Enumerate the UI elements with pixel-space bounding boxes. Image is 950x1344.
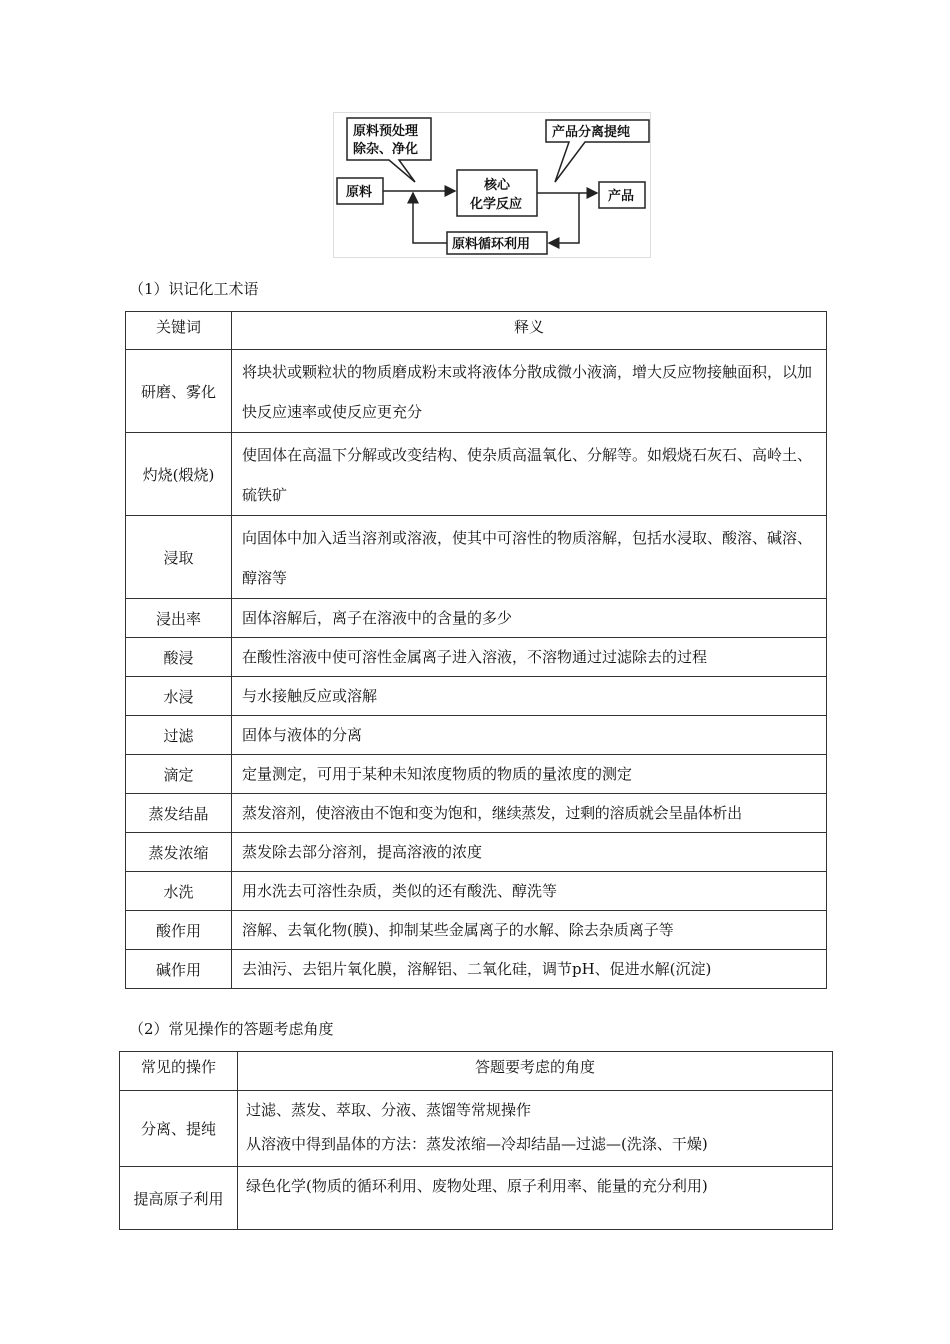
table-row: [120, 1167, 833, 1230]
section2-title: （2）常见操作的答题考虑角度: [129, 1020, 334, 1038]
core-line2: 化学反应: [470, 197, 523, 212]
table-row: [126, 833, 827, 872]
table-row: [126, 433, 827, 516]
arrow-recycle-to-raw: [413, 193, 447, 243]
operations-table: [119, 1051, 833, 1230]
table-row: [126, 950, 827, 989]
flow-diagram-svg: [333, 112, 651, 258]
row-keyword: 水浸: [126, 677, 232, 716]
table-row: [126, 716, 827, 755]
terms-header-row: [126, 312, 827, 350]
table-row: [120, 1091, 833, 1167]
row-keyword: 过滤: [126, 716, 232, 755]
product-label: 产品: [608, 189, 635, 204]
row-meaning: 向固体中加入适当溶剂或溶液，使其中可溶性的物质溶解，包括水浸取、酸溶、碱溶、醇溶等: [232, 516, 827, 599]
section1-title: （1）识记化工术语: [129, 280, 259, 298]
ops-header-row: [120, 1052, 833, 1091]
row-keyword: 水洗: [126, 872, 232, 911]
row-meaning: 使固体在高温下分解或改变结构、使杂质高温氧化、分解等。如煅烧石灰石、高岭土、硫铁矿: [232, 433, 827, 516]
table-row: [126, 872, 827, 911]
row-meaning: 将块状或颗粒状的物质磨成粉末或将液体分散成微小液滴，增大反应物接触面积，以加快反应速率或使反应更充分: [232, 350, 827, 433]
row-meaning: 固体与液体的分离: [232, 716, 827, 755]
row-keyword: 碱作用: [126, 950, 232, 989]
row-meaning: 在酸性溶液中使可溶性金属离子进入溶液，不溶物通过过滤除去的过程: [232, 638, 827, 677]
angle-line: 绿色化学(物质的循环利用、废物处理、原子利用率、能量的充分利用): [246, 1177, 708, 1195]
pretreat-line1: 原料预处理: [353, 124, 419, 139]
process-flow-diagram: [333, 112, 651, 258]
header-angle: 答题要考虑的角度: [238, 1052, 833, 1091]
row-meaning: 溶解、去氧化物(膜)、抑制某些金属离子的水解、除去杂质离子等: [232, 911, 827, 950]
header-keyword: 关键词: [126, 312, 232, 350]
row-meaning: 蒸发除去部分溶剂，提高溶液的浓度: [232, 833, 827, 872]
row-keyword: 滴定: [126, 755, 232, 794]
table-row: [126, 638, 827, 677]
row-operation: 提高原子利用: [120, 1167, 238, 1230]
core-line1: 核心: [484, 178, 511, 193]
table-row: [126, 755, 827, 794]
row-keyword: 浸取: [126, 516, 232, 599]
purify-label: 产品分离提纯: [552, 125, 631, 140]
row-meaning: 蒸发溶剂，使溶液由不饱和变为饱和，继续蒸发，过剩的溶质就会呈晶体析出: [232, 794, 827, 833]
row-angle: [238, 1091, 833, 1167]
table-row: [126, 911, 827, 950]
table-row: [126, 516, 827, 599]
row-meaning: 去油污、去铝片氧化膜，溶解铝、二氧化硅，调节pH、促进水解(沉淀): [232, 950, 827, 989]
raw-label: 原料: [346, 185, 373, 200]
recycle-label: 原料循环利用: [452, 237, 531, 252]
arrow-to-recycle: [549, 193, 579, 243]
table-row: [126, 599, 827, 638]
header-operation: 常见的操作: [120, 1052, 238, 1091]
row-keyword: 蒸发结晶: [126, 794, 232, 833]
table-row: [126, 794, 827, 833]
row-keyword: 研磨、雾化: [126, 350, 232, 433]
angle-line: 过滤、蒸发、萃取、分液、蒸馏等常规操作: [246, 1101, 532, 1119]
row-keyword: 灼烧(煅烧): [126, 433, 232, 516]
table-row: [126, 677, 827, 716]
row-keyword: 蒸发浓缩: [126, 833, 232, 872]
row-operation: 分离、提纯: [120, 1091, 238, 1167]
table-row: [126, 350, 827, 433]
row-meaning: 与水接触反应或溶解: [232, 677, 827, 716]
angle-line: 从溶液中得到晶体的方法：蒸发浓缩—冷却结晶—过滤—(洗涤、干燥): [246, 1135, 708, 1153]
row-keyword: 酸作用: [126, 911, 232, 950]
pretreat-line2: 除杂、净化: [353, 142, 419, 157]
row-angle: [238, 1167, 833, 1230]
row-meaning: 定量测定，可用于某种未知浓度物质的物质的量浓度的测定: [232, 755, 827, 794]
row-keyword: 酸浸: [126, 638, 232, 677]
row-keyword: 浸出率: [126, 599, 232, 638]
row-meaning: 固体溶解后，离子在溶液中的含量的多少: [232, 599, 827, 638]
header-meaning: 释义: [232, 312, 827, 350]
terms-table: [125, 311, 827, 989]
row-meaning: 用水洗去可溶性杂质，类似的还有酸洗、醇洗等: [232, 872, 827, 911]
